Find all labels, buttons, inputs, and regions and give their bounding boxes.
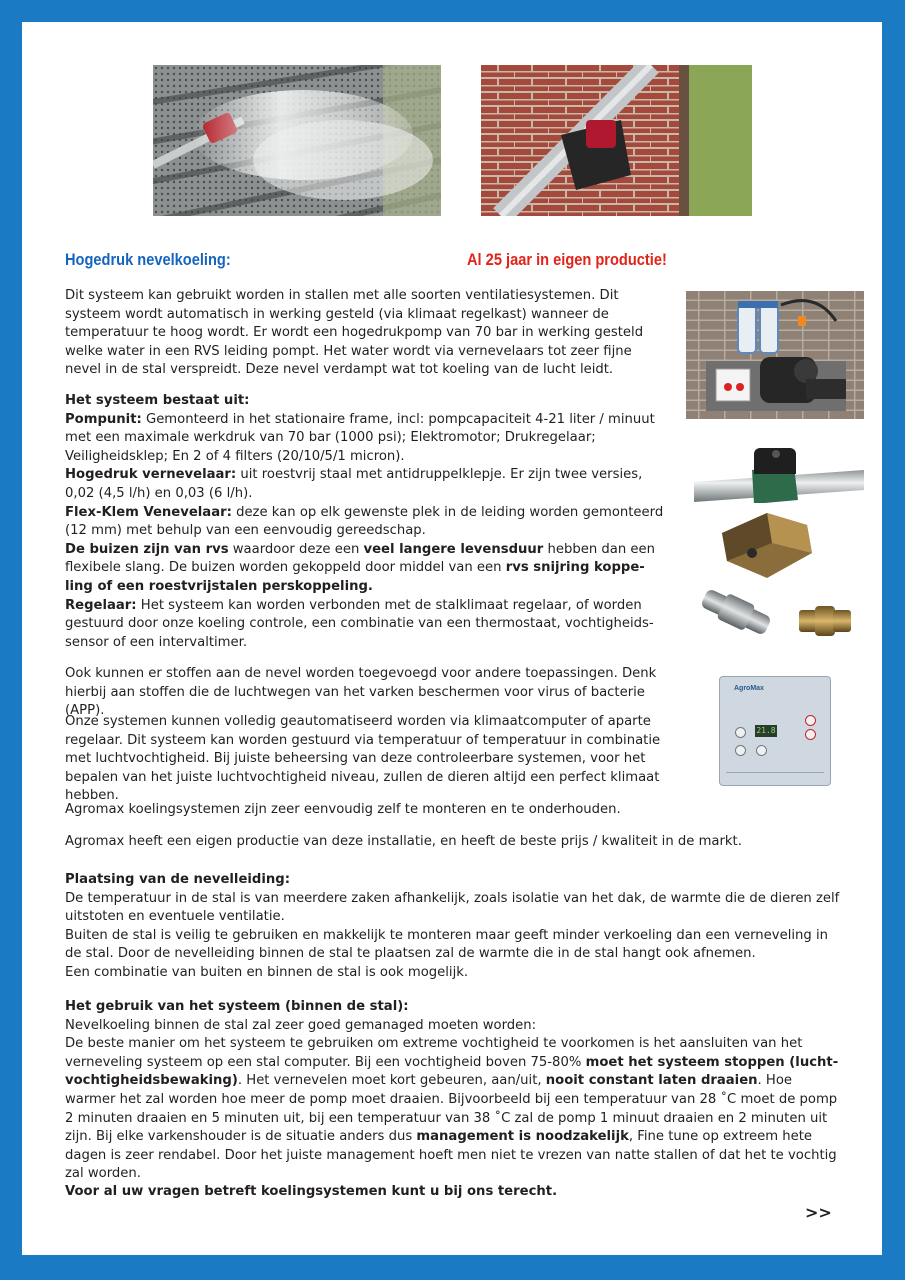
vernevelaar-item: Hogedruk vernevelaar: uit roestvrij staal met antidruppelklepje. Er zijn twee versies, 0,02 (4,5 l/h) en 0,03 (6 l/h).	[65, 467, 643, 501]
plaatsing-heading: Plaatsing van de nevelleiding:	[65, 872, 290, 887]
controller-button	[805, 715, 816, 726]
controller-display: 21.8	[756, 726, 776, 735]
photo-mist-wall	[153, 65, 441, 216]
controller-brand: AgroMax	[734, 685, 764, 692]
buizen-item: De buizen zijn van rvs waardoor deze een veel langere levensduur hebben dan een flexibele slang. De buizen worden gekoppeld door middel van een rvs snijring koppeling of een roestvrijstalen perskoppeling.	[65, 541, 655, 594]
plaatsing-section	[65, 871, 840, 983]
controller-button	[756, 745, 767, 756]
regelaar-item: Regelaar: Het systeem kan worden verbonden met de stalklimaat regelaar, of worden gestuurd door onze koeling controle, een combinatie van een thermostaat, vochtigheidssensor of een intervaltimer.	[65, 597, 654, 650]
photo-flex-clamp	[712, 503, 832, 585]
gebruik-line-1: Nevelkoeling binnen de stal zal zeer goed gemanaged moeten worden:	[65, 1017, 537, 1033]
pompunit-item: Pompunit: Gemonteerd in het stationaire frame, incl: pompcapaciteit 4-21 liter / minuut met een maximale werkdruk van 70 bar (1000 psi); Elektromotor; Drukregelaar; Veiligheidsklep; En 2 of 4 filters (20/10/5/1 micron).	[65, 411, 655, 464]
plaatsing-text-2: Buiten de stal is veilig te gebruiken en makkelijk te monteren maar geeft minder verkoeling dan een verneveling in de stal. Door de nevelleiding binnen de stal te plaatsen zal de warmte die in de stal hangt ook afnemen.	[65, 927, 828, 962]
system-heading: Het systeem bestaat uit:	[65, 393, 250, 408]
controller-button	[735, 745, 746, 756]
plaatsing-text-1: De temperatuur in de stal is van meerdere zaken afhankelijk, zoals isolatie van het dak, de warmte die de dieren zelf uitstoten en eventuele ventilatie.	[65, 890, 840, 925]
controller-button	[805, 729, 816, 740]
gebruik-section	[65, 998, 840, 1184]
controller-unit	[719, 676, 831, 786]
flex-klem-item: Flex-Klem Venevelaar: deze kan op elk gewenste plek in de leiding worden gemonteerd (12 mm) met behulp van een eenvoudig gereedschap.	[65, 504, 664, 539]
page	[22, 22, 882, 1255]
gebruik-paragraph: De beste manier om het systeem te gebruiken om extreme vochtigheid te voorkomen is het aansluiten van het verneveling systeem op een stal computer. Bij een vochtigheid boven 75-80% moet het systeem stoppen (luchtvochtigheidsbewaking). Het vernevelen moet kort gebeuren, aan/uit, nooit constant laten draaien. Hoe warmer het zal worden hoe meer de pomp moet draaien. Bijvoorbeeld bij een temperatuur van 28 ˚C moet de pomp 2 minuten draaien en 5 minuten uit, bij een temperatuur van 38 ˚C zal de pomp 1 minuut draaien en 2 minuten uit zijn. Bij elke varkenshouder is de situatie anders dus management is noodzakelijk, Fine tune op extreem hete dagen is zeer rendabel. Door het juiste management hoeft men niet te vrezen van natte stallen of dat het te vochtig zal worden.	[65, 1036, 839, 1182]
stoffen-paragraph: Ook kunnen er stoffen aan de nevel worden toegevoegd voor andere toepassingen. Denk hierbij aan stoffen die de luchtwegen van het varken beschermen voor virus of bacterie (APP).	[65, 666, 657, 719]
intro-paragraph: Dit systeem kan gebruikt worden in stallen met alle soorten ventilatiesystemen. Dit systeem wordt automatisch in werking gesteld (via klimaat regelkast) wanneer de temperatuur te hoog wordt. Er wordt een hogedrukpomp van 70 bar in werking gesteld welke water in een RVS leiding pompt. Het water wordt via vernevelaars tot zeer fijne nevel in de stal verspreidt. Deze nevel verdampt wat tot koeling van de lucht leidt.	[65, 288, 644, 378]
closing-line: Voor al uw vragen betreft koelingsystemen kunt u bij ons terecht.	[65, 1184, 558, 1199]
tagline: Al 25 jaar in eigen productie!	[467, 250, 667, 269]
photo-brick-nozzle	[481, 65, 752, 216]
photo-pump-unit	[686, 291, 864, 419]
productie-paragraph: Agromax heeft een eigen productie van deze installatie, en heeft de beste prijs / kwaliteit in de markt.	[65, 834, 742, 849]
page-title: Hogedruk nevelkoeling:	[65, 250, 231, 269]
monteren-paragraph: Agromax koelingsystemen zijn zeer eenvoudig zelf te monteren en te onderhouden.	[65, 802, 621, 817]
photo-nozzle-pipe	[694, 440, 864, 510]
plaatsing-text-3: Een combinatie van buiten en binnen de stal is ook mogelijk.	[65, 964, 469, 980]
gebruik-heading: Het gebruik van het systeem (binnen de stal):	[65, 999, 409, 1014]
photo-couplings	[691, 582, 863, 650]
system-section	[65, 392, 665, 652]
next-page-arrow[interactable]: >>	[805, 1203, 832, 1222]
controller-divider	[726, 772, 824, 773]
controller-button	[735, 727, 746, 738]
automation-paragraph: Onze systemen kunnen volledig geautomatiseerd worden via klimaatcomputer of aparte regelaar. Dit systeem kan worden gestuurd via temperatuur of temperatuur in combinatie met luchtvochtigheid. Bij juiste beheersing van deze controleerbare systemen, voor het bepalen van het juiste luchtvochtigheid niveau, zullen de dieren altijd een perfect klimaat hebben.	[65, 714, 661, 804]
